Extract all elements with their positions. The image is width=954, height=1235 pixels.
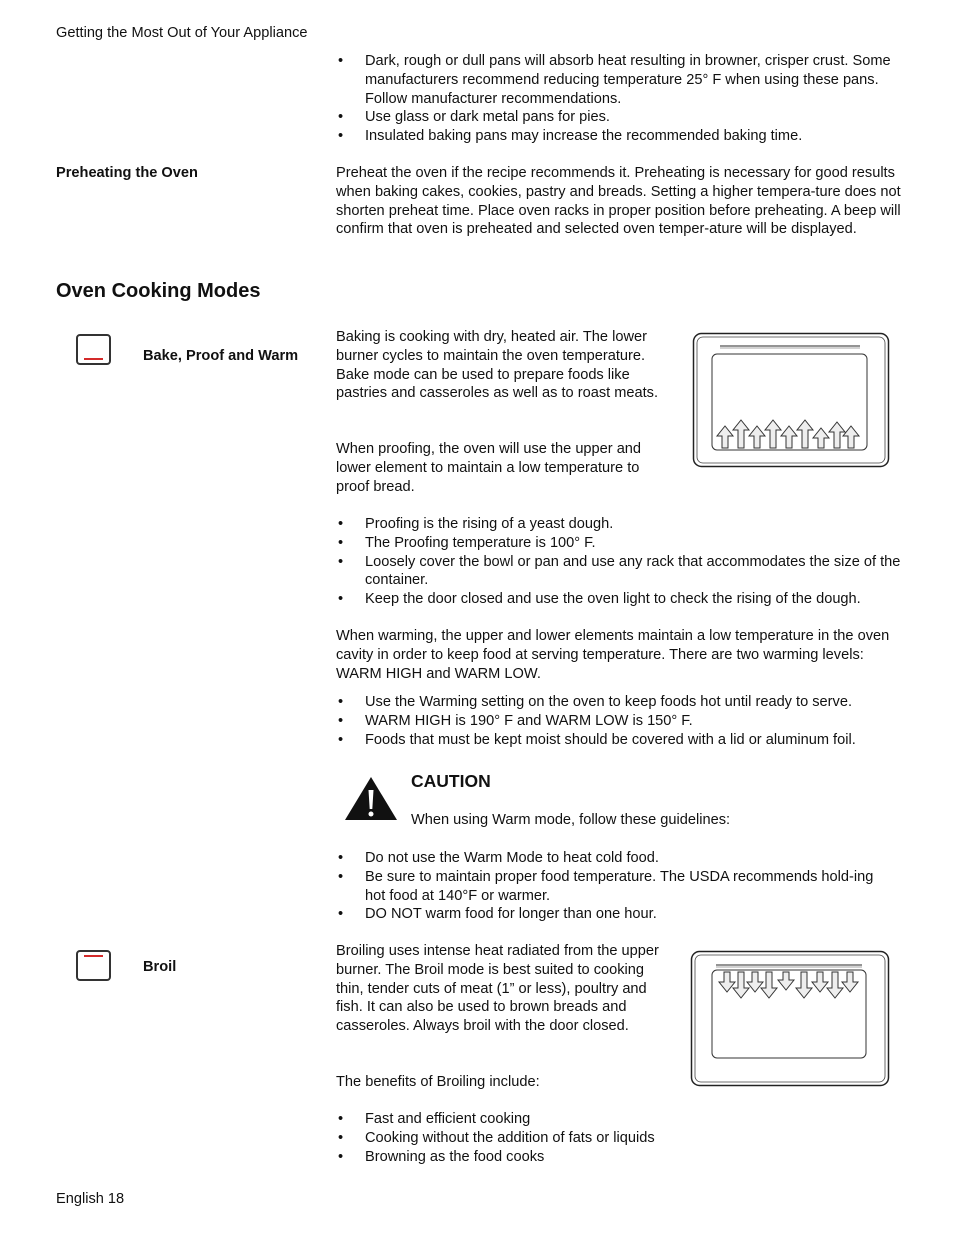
broil-benefits-list (336, 1110, 901, 1166)
bake-intro: Baking is cooking with dry, heated air. The lower burner cycles to maintain the oven temperature. Bake mode can be used to prepare foods like pastries and casseroles as well as to roast meats. (336, 329, 659, 402)
section-title: Oven Cooking Modes (56, 280, 261, 302)
list-item: • Use the Warming setting on the oven to keep foods hot until ready to serve. (336, 693, 901, 712)
preheat-text: Preheat the oven if the recipe recommends it. Preheating is necessary for good results when baking cakes, cookies, pastry and breads. Setting a higher tempera-ture does not shorten preheat time. Place oven racks in proper position before preheating. A beep will confirm that oven is preheated and selected oven temper-ature will be displayed. (336, 165, 901, 238)
broil-benefits-intro: The benefits of Broiling include: (336, 1074, 540, 1090)
list-item: • DO NOT warm food for longer than one hour. (336, 905, 896, 924)
caution-title: CAUTION (411, 771, 491, 791)
warm-bullet-list (336, 693, 901, 749)
list-item: • The Proofing temperature is 100° F. (336, 534, 906, 553)
list-item: • Do not use the Warm Mode to heat cold food. (336, 849, 896, 868)
list-item: • Browning as the food cooks (336, 1148, 901, 1167)
bake-heading: Bake, Proof and Warm (143, 348, 299, 364)
list-item: • Cooking without the addition of fats or liquids (336, 1129, 901, 1148)
list-item: • WARM HIGH is 190° F and WARM LOW is 150° F. (336, 712, 901, 731)
list-item: • Fast and efficient cooking (336, 1110, 901, 1129)
warm-intro: When warming, the upper and lower elements maintain a low temperature in the oven cavity in order to keep food at serving temperature. There are two warming levels: WARM HIGH and WARM LOW. (336, 628, 890, 682)
oven-broil-diagram (690, 950, 890, 1087)
list-item: • Loosely cover the bowl or pan and use any rack that accommodates the size of the container. (336, 553, 906, 591)
list-item: • Keep the door closed and use the oven light to check the rising of the dough. (336, 590, 906, 609)
page-footer: English 18 (56, 1191, 125, 1207)
oven-bake-diagram (692, 332, 890, 468)
pans-bullet-list (336, 52, 901, 146)
proof-bullet-list (336, 515, 906, 609)
proof-intro: When proofing, the oven will use the upper and lower element to maintain a low temperature to proof bread. (336, 441, 642, 495)
broil-intro: Broiling uses intense heat radiated from the upper burner. The Broil mode is best suited to cooking thin, tender cuts of meat (1” or less), poultry and fish. It can also be used to brown breads and casseroles. Always broil with the door closed. (336, 943, 659, 1035)
broil-mode-icon (76, 950, 111, 981)
caution-bullet-list (336, 849, 896, 924)
list-item: • Foods that must be kept moist should be covered with a lid or aluminum foil. (336, 731, 901, 750)
bake-mode-icon (76, 334, 111, 365)
preheat-heading: Preheating the Oven (56, 165, 198, 181)
list-item: • Be sure to maintain proper food temperature. The USDA recommends hold-ing hot food at 140°F or warmer. (336, 868, 896, 906)
page-header: Getting the Most Out of Your Appliance (56, 25, 308, 41)
caution-text: When using Warm mode, follow these guidelines: (411, 812, 731, 828)
broil-heading: Broil (143, 959, 177, 975)
caution-triangle-icon (344, 776, 398, 821)
list-item: • Use glass or dark metal pans for pies. (336, 108, 901, 127)
list-item: • Insulated baking pans may increase the recommended baking time. (336, 127, 901, 146)
list-item: • Proofing is the rising of a yeast dough. (336, 515, 906, 534)
list-item: • Dark, rough or dull pans will absorb heat resulting in browner, crisper crust. Some manufacturers recommend reducing temperature 25° F when using these pans. Follow manufacturer recommendations. (336, 52, 901, 108)
